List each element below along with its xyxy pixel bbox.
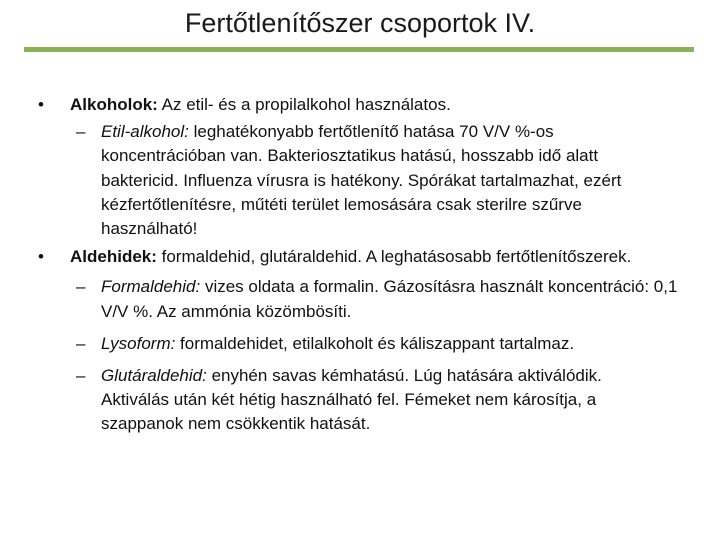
bullet-text: formaldehid, glutáraldehid. A leghatásosabb fertőtlenítőszerek. <box>156 247 632 267</box>
sub-item-text: vizes oldata a formalin. Gázosításra használt koncentráció: 0,1 V/V %. Az ammónia közömbösíti. <box>101 277 678 321</box>
sub-item-text: leghatékonyabb fertőtlenítő hatása 70 V/V %-os koncentrációban van. Bakteriosztatikus hatású, hosszabb idő alatt baktericid. Influenza vírusra is hatékony. Spórákat tartalmazhat, ezért kézfertőtlenítésre, műtéti terület lemosására csak sterilre szűrve használható! <box>101 122 622 239</box>
bullet-term: Aldehidek: <box>70 247 157 267</box>
bullet-mark: • <box>38 247 44 267</box>
bullet-text: Az etil- és a propilalkohol használatos. <box>157 95 451 114</box>
sub-item-glutaraldehid <box>0 364 720 437</box>
dash-mark: – <box>76 366 86 386</box>
sub-item-term: Formaldehid: <box>101 277 201 297</box>
title-underline <box>24 47 694 52</box>
sub-item-formaldehid <box>0 275 720 323</box>
sub-item-text: enyhén savas kémhatású. Lúg hatására aktiválódik. Aktiválás után két hétig használható fel. Fémeket nem károsítja, a szappanok nem csökkentik hatását. <box>101 366 602 434</box>
dash-mark: – <box>76 333 86 353</box>
sub-item-text: formaldehidet, etilalkoholt és káliszappant tartalmaz. <box>175 333 575 353</box>
sub-item-term: Glutáraldehid: <box>101 366 207 386</box>
bullet-mark: • <box>38 95 44 114</box>
slide-content <box>0 93 720 437</box>
dash-mark: – <box>76 277 86 297</box>
sub-item-term: Lysoform: <box>101 333 176 353</box>
slide-title: Fertőtlenítőszer csoportok IV. <box>184 8 536 38</box>
bullet-alkoholok <box>0 93 720 117</box>
sub-item-term: Etil-alkohol: <box>101 122 189 142</box>
bullet-aldehidek <box>0 245 720 269</box>
sub-item-etil-alkohol <box>0 120 720 241</box>
bullet-term: Alkoholok: <box>70 95 158 114</box>
dash-mark: – <box>76 122 86 142</box>
sub-item-lysoform <box>0 332 720 356</box>
